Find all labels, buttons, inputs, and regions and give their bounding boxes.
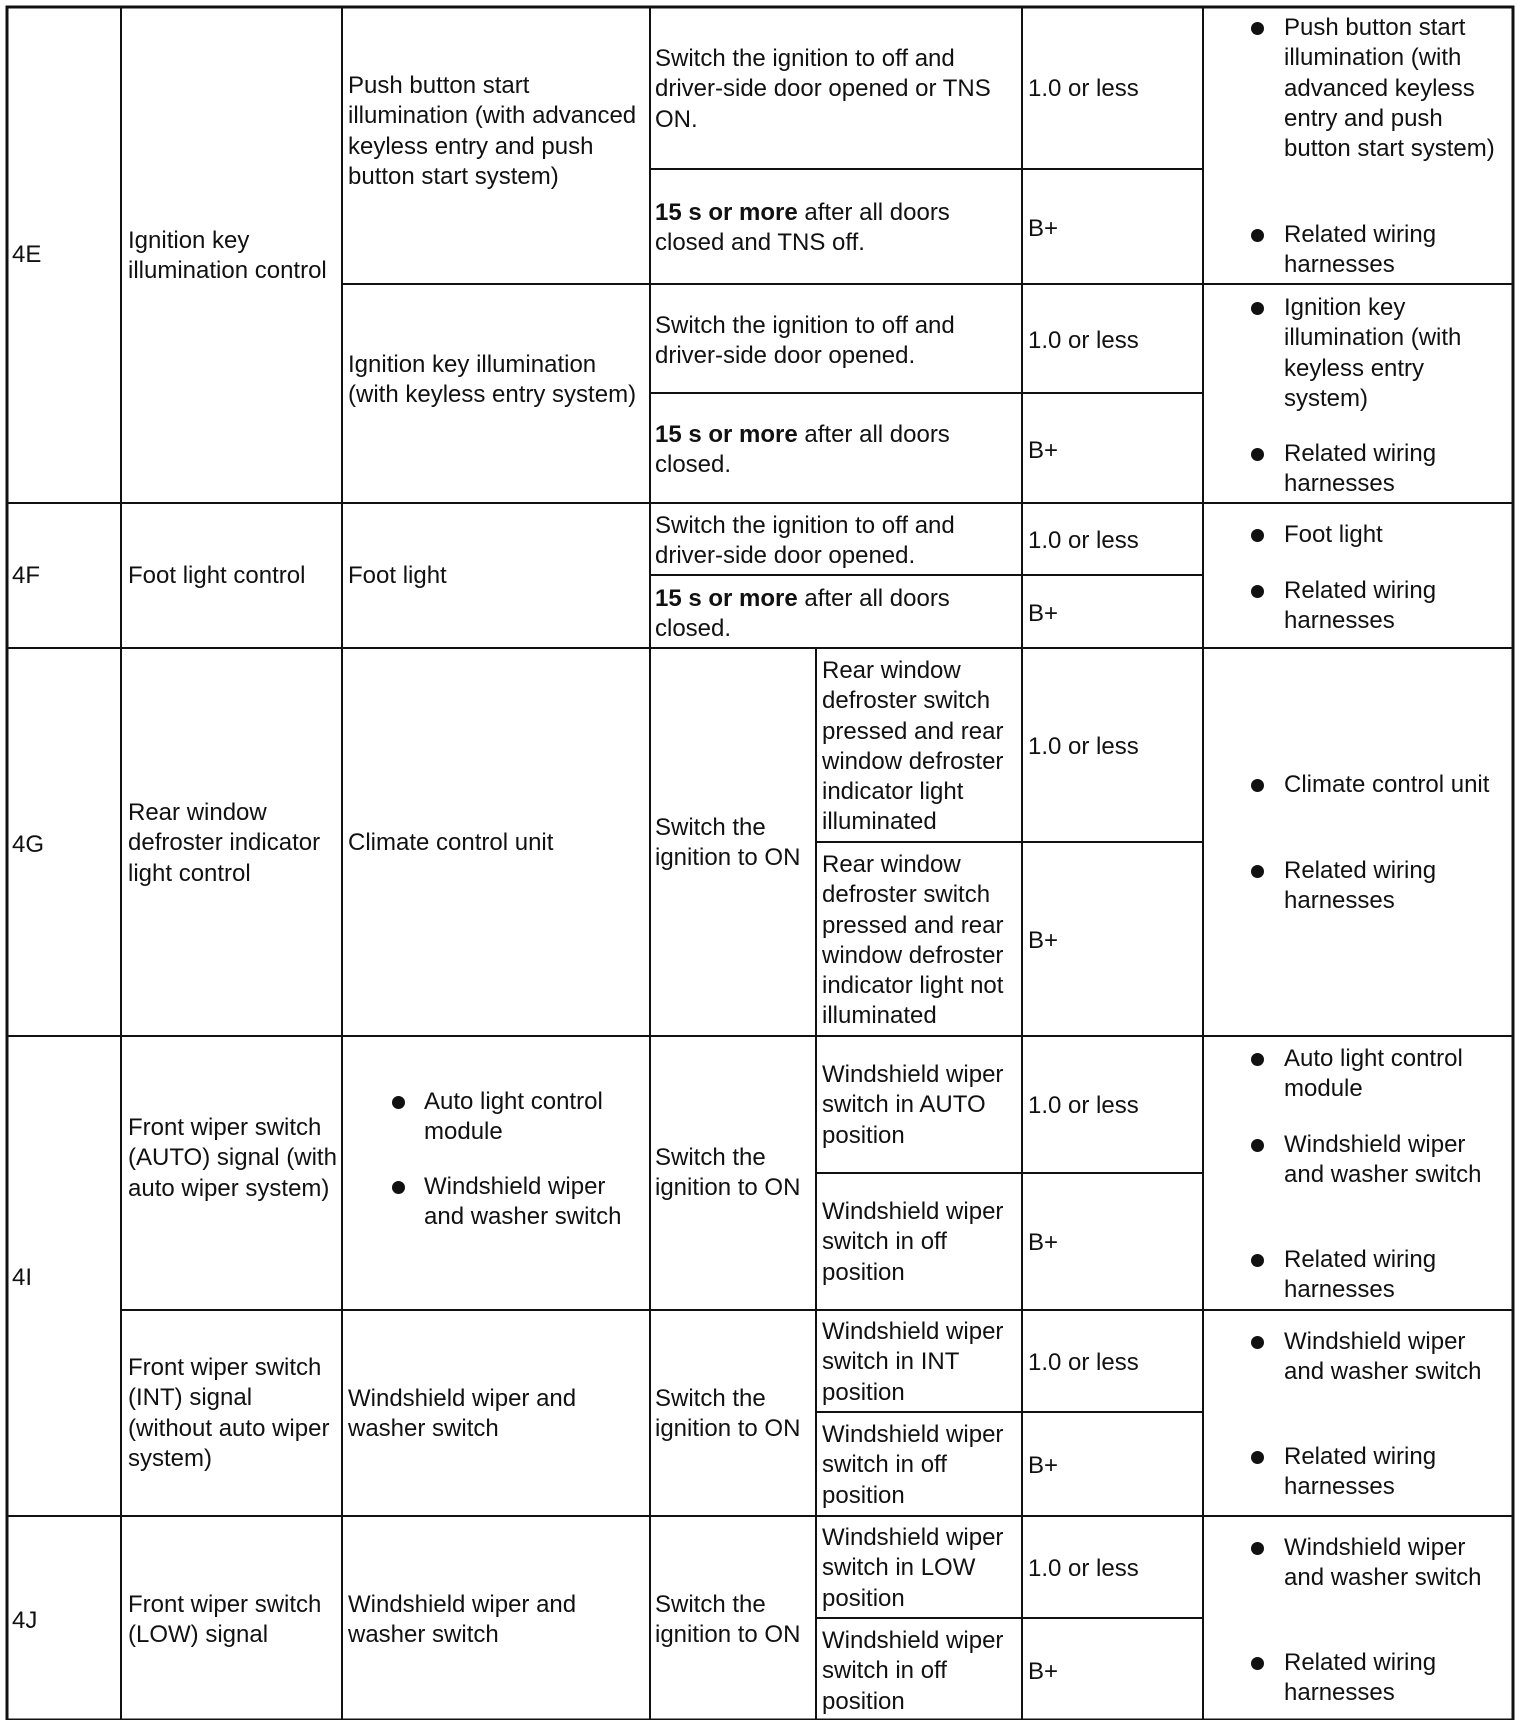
bullet-icon	[1251, 1053, 1264, 1066]
terminal-cell: 4G	[12, 831, 45, 858]
inspection-item: Foot light	[1284, 521, 1383, 548]
bullet-icon	[1251, 1254, 1264, 1267]
signal-cell: Rear window defroster indicator light control	[128, 799, 321, 887]
bullet-icon	[1251, 779, 1264, 792]
sub-condition-cell: Windshield wiper switch in off position	[822, 1421, 1004, 1509]
bullet-icon	[1251, 1451, 1264, 1464]
voltage-cell: B+	[1028, 215, 1059, 242]
condition-cell	[655, 584, 1017, 645]
condition-cell: Switch the ignition to ON	[655, 1591, 801, 1649]
signal-cell: Foot light control	[128, 562, 306, 589]
voltage-cell: 1.0 or less	[1028, 527, 1139, 554]
voltage-cell: B+	[1028, 600, 1059, 627]
sub-condition-cell: Windshield wiper switch in off position	[822, 1198, 1004, 1286]
inspection-item: Ignition key illumination (with keyless entry system)	[1284, 294, 1462, 412]
voltage-cell: B+	[1028, 1452, 1059, 1479]
condition-bold-text: 15 s or more	[655, 199, 798, 226]
voltage-cell: 1.0 or less	[1028, 327, 1139, 354]
condition-text: after all doors closed.	[655, 585, 950, 643]
inspection-item: Related wiring harnesses	[1284, 440, 1437, 498]
bullet-icon	[1251, 22, 1264, 35]
voltage-cell: B+	[1028, 437, 1059, 464]
voltage-cell: 1.0 or less	[1028, 1092, 1139, 1119]
inspection-item: Auto light control module	[1284, 1045, 1463, 1103]
signal-cell: Front wiper switch (INT) signal (without auto wiper system)	[128, 1354, 330, 1472]
bullet-icon	[1251, 865, 1264, 878]
inspection-item: Related wiring harnesses	[1284, 1443, 1437, 1501]
bullet-icon	[1251, 1657, 1264, 1670]
inspection-item: Windshield wiper and washer switch	[1284, 1534, 1482, 1592]
terminal-cell: 4E	[12, 241, 42, 268]
inspection-item: Windshield wiper and washer switch	[1284, 1328, 1482, 1386]
condition-cell	[655, 420, 1017, 481]
voltage-cell: 1.0 or less	[1028, 1555, 1139, 1582]
voltage-cell: B+	[1028, 1658, 1059, 1685]
unit-item: Windshield wiper and washer switch	[424, 1173, 622, 1231]
bullet-icon	[1251, 585, 1264, 598]
bullet-icon	[1251, 229, 1264, 242]
sub-condition-cell: Windshield wiper switch in AUTO position	[822, 1061, 1004, 1149]
unit-cell: Windshield wiper and washer switch	[348, 1591, 577, 1649]
unit-cell: Climate control unit	[348, 829, 554, 856]
terminal-cell: 4I	[12, 1264, 33, 1291]
inspection-item: Related wiring harnesses	[1284, 221, 1437, 279]
inspection-item: Related wiring harnesses	[1284, 577, 1437, 635]
inspection-item: Windshield wiper and washer switch	[1284, 1131, 1482, 1189]
sub-condition-cell: Windshield wiper switch in off position	[822, 1627, 1004, 1715]
voltage-cell: B+	[1028, 927, 1059, 954]
voltage-cell: B+	[1028, 1229, 1059, 1256]
terminal-cell: 4F	[12, 562, 41, 589]
bullet-icon	[392, 1181, 405, 1194]
sub-condition-cell: Windshield wiper switch in INT position	[822, 1318, 1004, 1406]
inspection-item: Related wiring harnesses	[1284, 857, 1437, 915]
unit-cell: Push button start illumination (with advanced keyless entry and push button start system)	[348, 72, 637, 190]
bullet-icon	[1251, 1542, 1264, 1555]
bullet-icon	[1251, 448, 1264, 461]
unit-item: Auto light control module	[424, 1088, 603, 1146]
condition-cell: Switch the ignition to ON	[655, 1144, 801, 1202]
unit-cell: Ignition key illumination (with keyless entry system)	[348, 351, 637, 409]
signal-cell: Ignition key illumination control	[128, 227, 327, 285]
unit-cell: Foot light	[348, 562, 447, 589]
condition-cell: Switch the ignition to ON	[655, 814, 801, 872]
condition-bold-text: 15 s or more	[655, 585, 798, 612]
bullet-icon	[1251, 529, 1264, 542]
sub-condition-cell: Rear window defroster switch pressed and rear window defroster indicator light illuminated	[822, 657, 1004, 836]
inspection-item: Related wiring harnesses	[1284, 1246, 1437, 1304]
condition-text: after all doors closed.	[655, 421, 950, 479]
sub-condition-cell: Rear window defroster switch pressed and rear window defroster indicator light not illuminated	[822, 851, 1004, 1030]
condition-cell: Switch the ignition to ON	[655, 1385, 801, 1443]
bullet-icon	[1251, 1336, 1264, 1349]
voltage-cell: 1.0 or less	[1028, 733, 1139, 760]
condition-text: after all doors closed and TNS off.	[655, 199, 950, 257]
inspection-item: Push button start illumination (with advanced keyless entry and push button start system)	[1284, 14, 1495, 163]
sub-condition-cell: Windshield wiper switch in LOW position	[822, 1524, 1004, 1612]
signal-cell: Front wiper switch (AUTO) signal (with auto wiper system)	[128, 1114, 337, 1202]
condition-cell	[655, 198, 1017, 259]
condition-bold-text: 15 s or more	[655, 421, 798, 448]
inspection-item: Related wiring harnesses	[1284, 1649, 1437, 1707]
terminal-cell: 4J	[12, 1607, 38, 1634]
condition-cell: Switch the ignition to off and driver-side door opened.	[655, 512, 955, 570]
voltage-cell: 1.0 or less	[1028, 1349, 1139, 1376]
bullet-icon	[1251, 1139, 1264, 1152]
inspection-item: Climate control unit	[1284, 771, 1490, 798]
signal-cell: Front wiper switch (LOW) signal	[128, 1591, 322, 1649]
bullet-icon	[1251, 302, 1264, 315]
condition-cell: Switch the ignition to off and driver-side door opened.	[655, 312, 955, 370]
unit-cell: Windshield wiper and washer switch	[348, 1385, 577, 1443]
bullet-icon	[392, 1096, 405, 1109]
voltage-cell: 1.0 or less	[1028, 75, 1139, 102]
condition-cell: Switch the ignition to off and driver-side door opened or TNS ON.	[655, 45, 991, 133]
